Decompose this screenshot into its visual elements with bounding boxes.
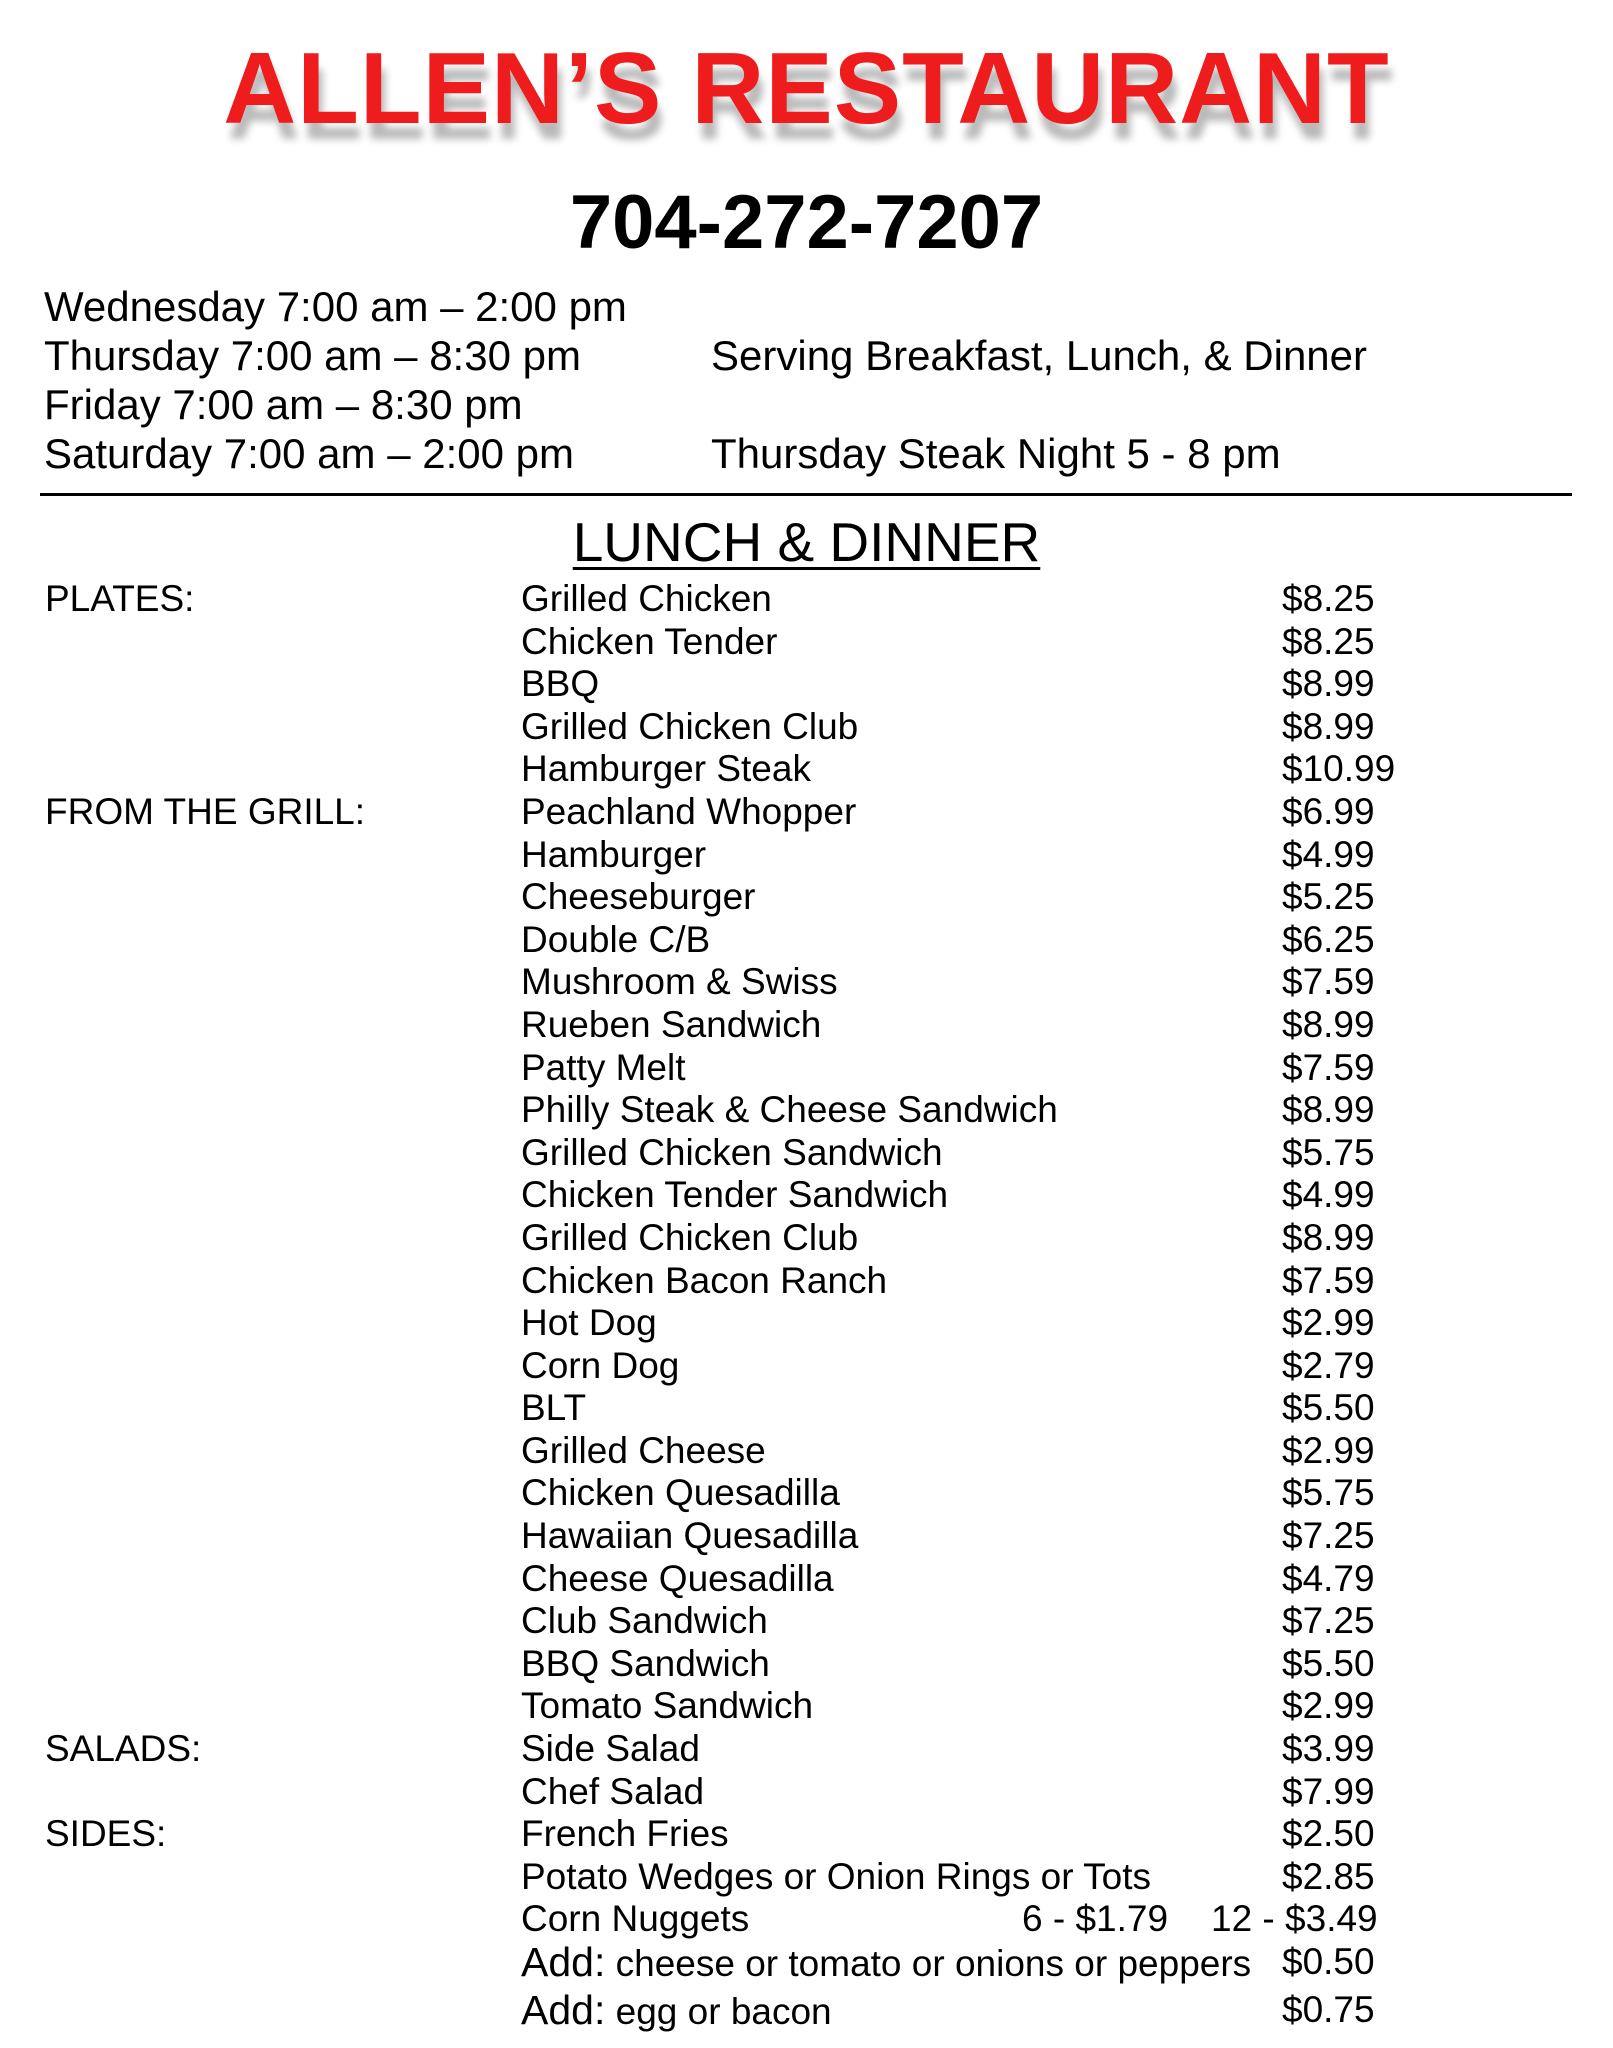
menu-row bbox=[0, 834, 1613, 877]
addon-text bbox=[521, 1989, 832, 2033]
opening-hours bbox=[44, 282, 627, 478]
menu-item-name: Corn Nuggets bbox=[521, 1898, 750, 1940]
menu-item-price: $5.25 bbox=[1282, 876, 1375, 918]
menu-item-price: $2.99 bbox=[1282, 1302, 1375, 1344]
menu-row bbox=[0, 621, 1613, 664]
menu-item-name: Hamburger bbox=[521, 833, 707, 875]
menu-item-price: $7.59 bbox=[1282, 1046, 1375, 1088]
addon-description: egg or bacon bbox=[615, 1991, 832, 2032]
menu-row bbox=[0, 1174, 1613, 1217]
menu-item-price: $7.99 bbox=[1282, 1770, 1375, 1812]
category-label-salads: SALADS: bbox=[45, 1728, 202, 1770]
menu-row bbox=[0, 578, 1613, 621]
menu-item-name: Grilled Chicken Club bbox=[521, 1216, 859, 1258]
menu-row bbox=[0, 961, 1613, 1004]
menu-item-price: $2.99 bbox=[1282, 1685, 1375, 1727]
menu-item-price: $4.99 bbox=[1282, 1174, 1375, 1216]
category-label-grill: FROM THE GRILL: bbox=[45, 790, 366, 832]
menu-item-name: Rueben Sandwich bbox=[521, 1003, 822, 1045]
menu-row bbox=[0, 1600, 1613, 1643]
addon-row bbox=[0, 1941, 1613, 1989]
menu-item-name: Hot Dog bbox=[521, 1302, 657, 1344]
menu-row bbox=[0, 1558, 1613, 1601]
menu-row bbox=[0, 919, 1613, 962]
nuggets-six-price: 6 - $1.79 bbox=[1022, 1898, 1169, 1940]
menu-item-name: Corn Dog bbox=[521, 1344, 680, 1386]
menu-row bbox=[0, 1047, 1613, 1090]
menu-row bbox=[0, 1771, 1613, 1814]
menu-item-name: BBQ Sandwich bbox=[521, 1642, 770, 1684]
menu-row bbox=[0, 1345, 1613, 1388]
menu-item-name: Potato Wedges or Onion Rings or Tots bbox=[521, 1855, 1152, 1897]
menu-row bbox=[0, 1728, 1613, 1771]
section-heading: LUNCH & DINNER bbox=[572, 511, 1041, 573]
serving-note: Serving Breakfast, Lunch, & Dinner bbox=[711, 332, 1368, 379]
menu-item-name: Hamburger Steak bbox=[521, 748, 811, 790]
menu-item-name: Double C/B bbox=[521, 918, 711, 960]
menu-row bbox=[0, 791, 1613, 834]
menu-item-price: $8.99 bbox=[1282, 1089, 1375, 1131]
menu-item-price: $5.75 bbox=[1282, 1472, 1375, 1514]
menu-row bbox=[0, 1685, 1613, 1728]
menu-item-price: $8.25 bbox=[1282, 620, 1375, 662]
menu-item-price: $7.59 bbox=[1282, 961, 1375, 1003]
menu-item-price: $5.75 bbox=[1282, 1131, 1375, 1173]
menu-item-name: French Fries bbox=[521, 1813, 729, 1855]
menu-item-price: $4.79 bbox=[1282, 1557, 1375, 1599]
addon-price: $0.75 bbox=[1282, 1989, 1375, 2030]
menu-row bbox=[0, 706, 1613, 749]
menu-item-price: $2.79 bbox=[1282, 1344, 1375, 1386]
addon-text bbox=[521, 1941, 1251, 1985]
menu-row bbox=[0, 1260, 1613, 1303]
menu-row bbox=[0, 1004, 1613, 1047]
hours-friday: Friday 7:00 am – 8:30 pm bbox=[44, 381, 523, 428]
menu-item-name: Side Salad bbox=[521, 1728, 700, 1770]
menu-list bbox=[0, 578, 1613, 2037]
menu-item-price: $8.99 bbox=[1282, 663, 1375, 705]
restaurant-title: ALLEN’S RESTAURANT bbox=[223, 33, 1390, 145]
menu-row bbox=[0, 1132, 1613, 1175]
menu-row bbox=[0, 1302, 1613, 1345]
hours-saturday: Saturday 7:00 am – 2:00 pm bbox=[44, 430, 574, 477]
menu-item-price: $5.50 bbox=[1282, 1642, 1375, 1684]
menu-row bbox=[0, 876, 1613, 919]
menu-row bbox=[0, 1472, 1613, 1515]
addon-description: cheese or tomato or onions or peppers bbox=[615, 1943, 1252, 1984]
menu-item-name: Patty Melt bbox=[521, 1046, 686, 1088]
addon-price: $0.50 bbox=[1282, 1941, 1375, 1982]
menu-item-name: BBQ bbox=[521, 663, 600, 705]
steak-night-note: Thursday Steak Night 5 - 8 pm bbox=[711, 430, 1281, 477]
menu-row bbox=[0, 748, 1613, 791]
menu-item-name: Grilled Chicken bbox=[521, 578, 772, 619]
menu-item-price: $8.99 bbox=[1282, 1216, 1375, 1258]
addon-label: Add: bbox=[521, 1939, 606, 1985]
menu-row bbox=[0, 1856, 1613, 1899]
menu-item-price: $3.99 bbox=[1282, 1728, 1375, 1770]
menu-item-name: Grilled Chicken Sandwich bbox=[521, 1131, 943, 1173]
addon-row bbox=[0, 1989, 1613, 2037]
menu-item-price: $2.99 bbox=[1282, 1429, 1375, 1471]
menu-row bbox=[0, 1387, 1613, 1430]
menu-row bbox=[0, 1515, 1613, 1558]
menu-item-name: Cheese Quesadilla bbox=[521, 1557, 834, 1599]
menu-item-price: $10.99 bbox=[1282, 748, 1396, 790]
hours-wednesday: Wednesday 7:00 am – 2:00 pm bbox=[44, 283, 627, 330]
hours-thursday: Thursday 7:00 am – 8:30 pm bbox=[44, 332, 581, 379]
menu-item-price: $5.50 bbox=[1282, 1387, 1375, 1429]
menu-item-price: $2.50 bbox=[1282, 1813, 1375, 1855]
menu-row bbox=[0, 1430, 1613, 1473]
menu-item-name: Cheeseburger bbox=[521, 876, 756, 918]
menu-item-price: $4.99 bbox=[1282, 833, 1375, 875]
category-label-plates: PLATES: bbox=[45, 578, 195, 619]
menu-item-name: Chef Salad bbox=[521, 1770, 705, 1812]
menu-item-price: $7.25 bbox=[1282, 1600, 1375, 1642]
menu-row bbox=[0, 663, 1613, 706]
nuggets-twelve-price: 12 - $3.49 bbox=[1211, 1898, 1378, 1940]
menu-item-price: $7.59 bbox=[1282, 1259, 1375, 1301]
menu-item-name: Chicken Bacon Ranch bbox=[521, 1259, 888, 1301]
menu-item-price: $8.99 bbox=[1282, 1003, 1375, 1045]
menu-item-name: Chicken Tender Sandwich bbox=[521, 1174, 949, 1216]
menu-item-name: Hawaiian Quesadilla bbox=[521, 1515, 859, 1557]
menu-row bbox=[0, 1089, 1613, 1132]
menu-item-price: $7.25 bbox=[1282, 1515, 1375, 1557]
menu-row bbox=[0, 1898, 1613, 1941]
menu-item-name: Club Sandwich bbox=[521, 1600, 768, 1642]
menu-item-name: Chicken Quesadilla bbox=[521, 1472, 840, 1514]
menu-item-price: $8.99 bbox=[1282, 705, 1375, 747]
menu-row bbox=[0, 1217, 1613, 1260]
menu-item-name: Peachland Whopper bbox=[521, 790, 857, 832]
menu-item-price: $2.85 bbox=[1282, 1855, 1375, 1897]
menu-item-price: $6.99 bbox=[1282, 790, 1375, 832]
menu-row bbox=[0, 1643, 1613, 1686]
category-label-sides: SIDES: bbox=[45, 1813, 167, 1855]
menu-item-name: BLT bbox=[521, 1387, 587, 1429]
phone-number: 704-272-7207 bbox=[569, 180, 1044, 265]
addon-label: Add: bbox=[521, 1987, 606, 2033]
menu-item-name: Grilled Cheese bbox=[521, 1429, 766, 1471]
menu-item-price: $8.25 bbox=[1282, 578, 1375, 619]
divider bbox=[40, 493, 1572, 496]
menu-item-name: Chicken Tender bbox=[521, 620, 778, 662]
menu-item-name: Tomato Sandwich bbox=[521, 1685, 814, 1727]
menu-item-price: $6.25 bbox=[1282, 918, 1375, 960]
menu-item-name: Mushroom & Swiss bbox=[521, 961, 838, 1003]
menu-row bbox=[0, 1813, 1613, 1856]
menu-item-name: Philly Steak & Cheese Sandwich bbox=[521, 1089, 1058, 1131]
menu-item-name: Grilled Chicken Club bbox=[521, 705, 859, 747]
